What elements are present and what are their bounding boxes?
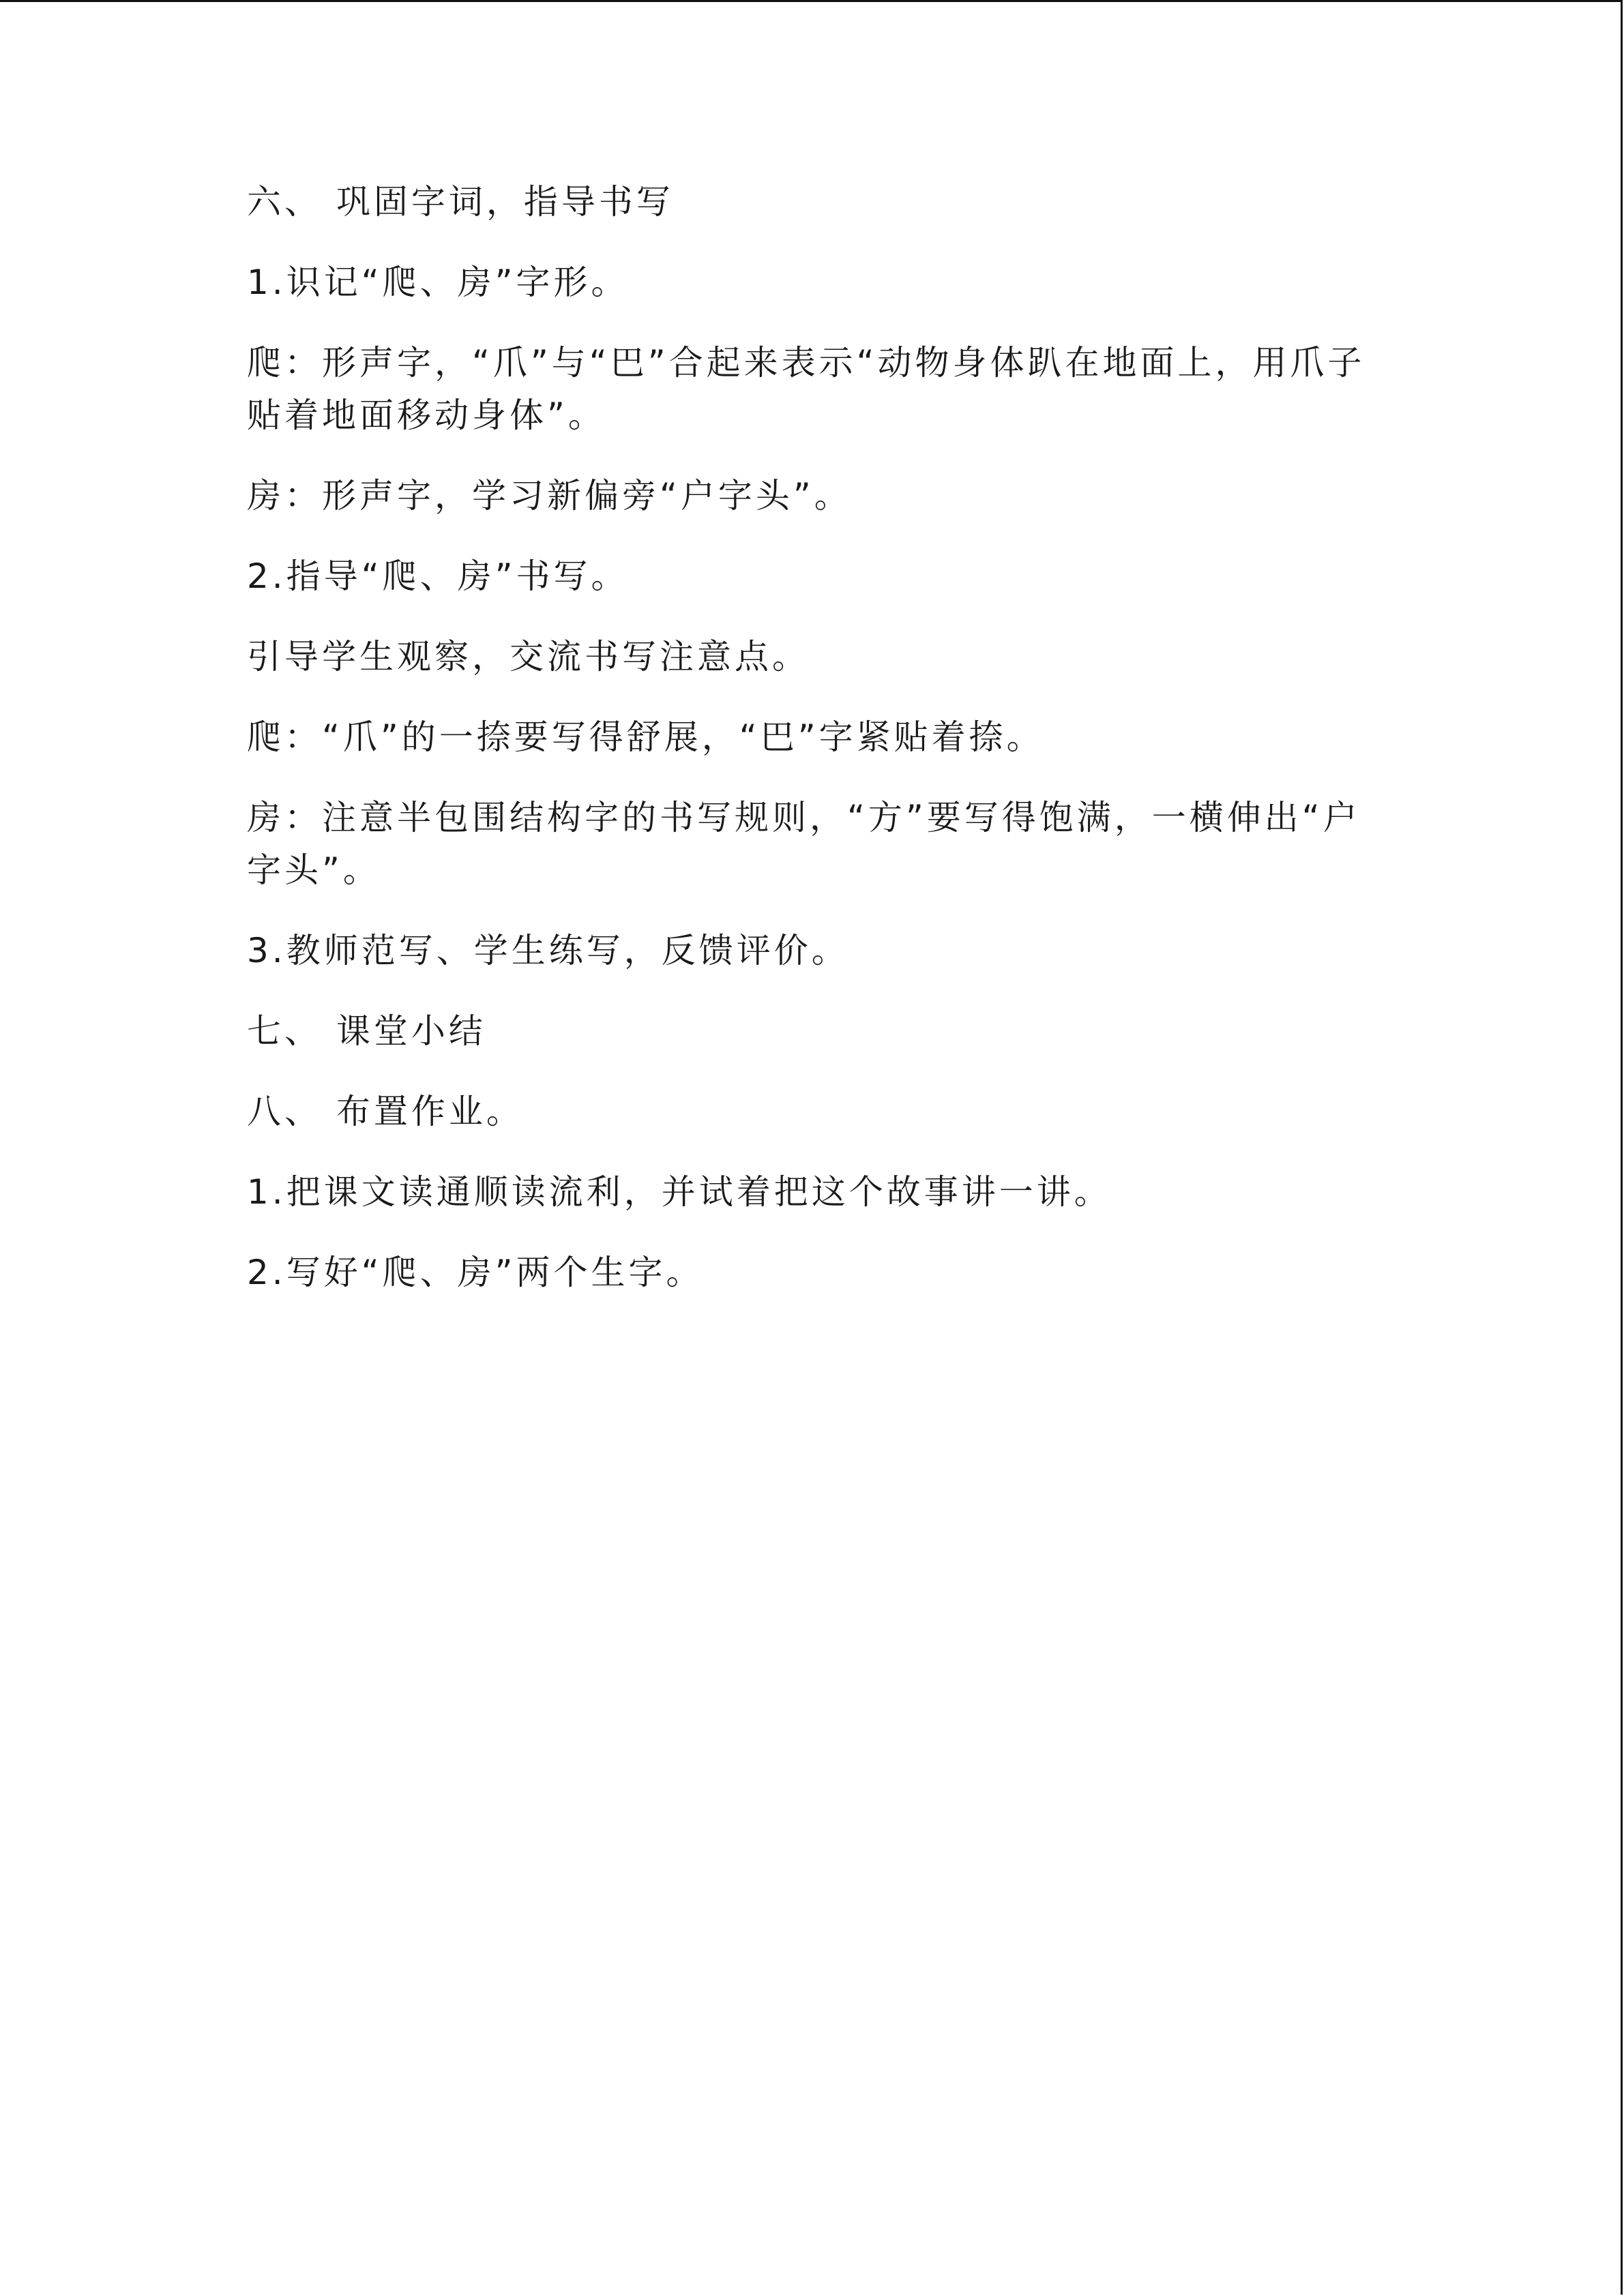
list-item: 1.把课文读通顺读流利，并试着把这个故事讲一讲。 — [247, 1172, 1112, 1212]
section-heading-8: 八、 布置作业。 — [247, 1092, 524, 1131]
paragraph: 房：注意半包围结构字的书写规则，“方”要写得饱满，一横伸出“户字头”。 — [247, 798, 1361, 890]
document-body — [247, 176, 1379, 1327]
paragraph: 爬：形声字，“爪”与“巴”合起来表示“动物身体趴在地面上，用爪子贴着地面移动身体”。 — [247, 343, 1365, 435]
list-item: 2.指导“爬、房”书写。 — [247, 556, 629, 596]
paragraph: 爬：“爪”的一捺要写得舒展，“巴”字紧贴着捺。 — [247, 717, 1044, 757]
paragraph: 房：形声字，学习新偏旁“户字头”。 — [247, 476, 852, 516]
list-item: 2.写好“爬、房”两个生字。 — [247, 1253, 704, 1292]
section-heading-6: 六、 巩固字词，指导书写 — [247, 182, 674, 222]
paragraph: 引导学生观察，交流书写注意点。 — [247, 637, 810, 676]
list-item: 1.识记“爬、房”字形。 — [247, 263, 629, 302]
section-heading-7: 七、 课堂小结 — [247, 1011, 486, 1051]
list-item: 3.教师范写、学生练写，反馈评价。 — [247, 931, 849, 970]
